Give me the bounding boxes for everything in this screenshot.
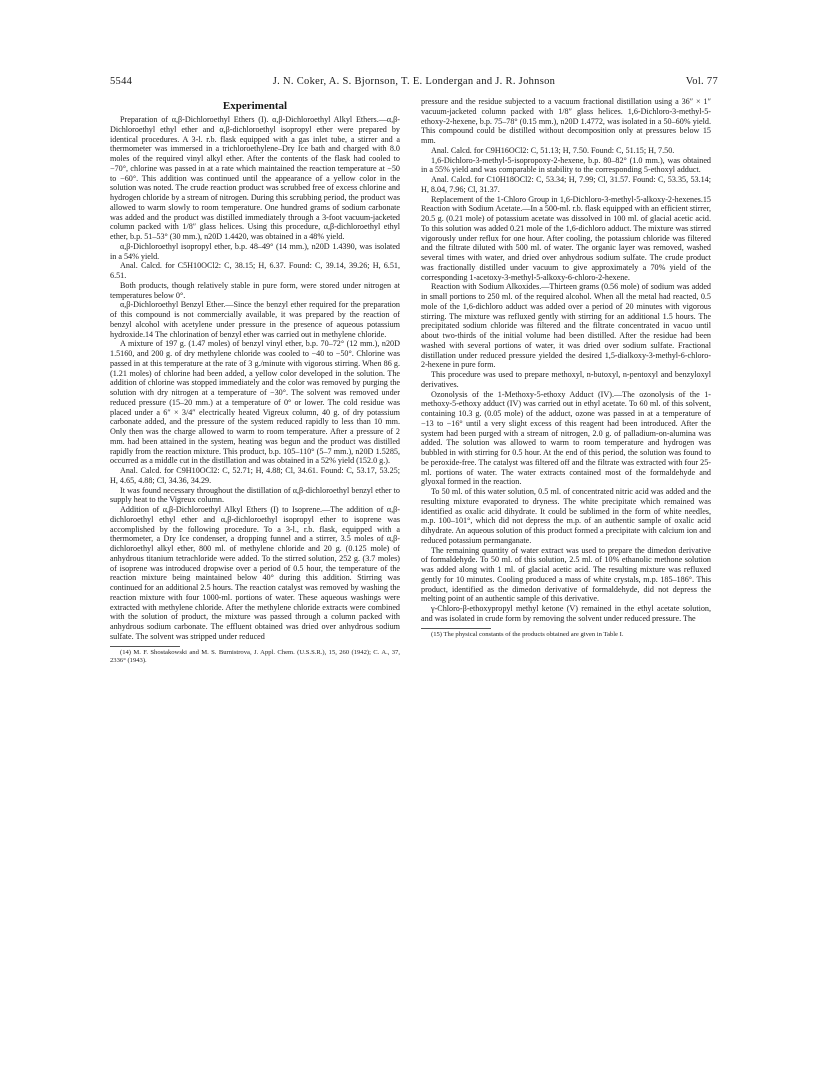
footnote-rule <box>110 646 180 647</box>
running-head <box>110 76 718 92</box>
paragraph: Addition of α,β-Dichloroethyl Alkyl Ethers (I) to Isoprene.—The addition of α,β-dichloroethyl ethyl ether and α,β-dichloroethyl isopropyl ether to isoprene was accomplished by the following procedure. To a 3-l., r.b. flask, equipped with a thermometer, a Dry Ice condenser, a dropping funnel and a stirrer, 3.5 moles of α,β-dichloroethyl alkyl ether, 800 ml. of methylene chloride and 20 g. (0.125 mole) of anhydrous titanium tetrachloride were added. To the stirred solution, 252 g. (3.7 moles) of isoprene was introduced dropwise over a period of 0.5 hour, the temperature of the reaction mixture being maintained below 40° during this addition. Stirring was continued for an additional 2.5 hours. The reaction catalyst was removed by washing the reaction mixture with four 1000-ml. portions of water. These aqueous washings were extracted with methylene chloride. After the methylene chloride extracts were combined with the solution of product, the mixture was passed through a column packed with anhydrous sodium carbonate. The effluent obtained was dried over anhydrous sodium sulfate. The solvent was stripped under reduced <box>110 505 400 641</box>
paragraph: Ozonolysis of the 1-Methoxy-5-ethoxy Adduct (IV).—The ozonolysis of the 1-methoxy-5-ethoxy adduct (IV) was carried out in ethyl acetate. To 60 ml. of this solvent, containing 10.3 g. (0.05 mole) of the adduct, ozone was passed in at a temperature of −13 to −16° until a very slight excess of this reagent had been introduced. After the system had been purged with a stream of nitrogen, 2.0 g. of palladium-on-alumina was added. The solution was allowed to warm to room temperature and hydrogen was bubbled in with stirring for 0.5 hour. At the end of this period, the solution was found to be peroxide-free. The catalyst was filtered off and the filtrate was extracted with four 25-ml. portions of water. The water extracts contained most of the formaldehyde and glyoxal formed in the reaction. <box>421 389 711 487</box>
footnote-rule <box>421 628 491 629</box>
paragraph: pressure and the residue subjected to a vacuum fractional distillation using a 36″ × 1″ vacuum-jacketed column packed with 1/8″ glass helices. 1,6-Dichloro-3-methyl-5-ethoxy-2-hexene, b.p. 75–78° (0.15 mm.), n20D 1.4772, was isolated in a 50–60% yield. This compound could be distilled without decomposition only at pressures below 15 mm. <box>421 97 711 145</box>
paragraph: Reaction with Sodium Alkoxides.—Thirteen grams (0.56 mole) of sodium was added in small portions to 250 ml. of the required alcohol. When all the metal had reacted, 0.5 mole of the 1,6-dichloro adduct was added over a period of 20 minutes with vigorous stirring. The mixture was refluxed gently with stirring for an additional 1.5 hours. The precipitated sodium chloride was filtered and the filtrate concentrated in vacuo until about two-thirds of the initial volume had been distilled. After the residue had been washed with several portions of water, it was dried over sodium sulfate. Fractional distillation under reduced pressure yielded the desired 1,5-dialkoxy-3-methyl-6-chloro-2-hexene in pure form. <box>421 282 711 370</box>
paragraph: Preparation of α,β-Dichloroethyl Ethers (I). α,β-Dichloroethyl Alkyl Ethers.—α,β-Dichloroethyl ethyl ether and α,β-dichloroethyl isopropyl ether were prepared by identical procedures. A 3-l. r.b. flask equipped with a gas inlet tube, a stirrer and a thermometer was immersed in a trichloroethylene–Dry Ice bath and charged with 8.0 moles of the required vinyl alkyl ether. After the contents of the flask had cooled to −70°, chlorine was passed in at a rate which maintained the reaction temperature at −50 to −60°. This addition was continued until the appearance of a yellow color in the solution was noted. The crude reaction product was scrubbed free of excess chlorine and hydrogen chloride by a stream of nitrogen. During this scrubbing period, the product was allowed to warm slowly to room temperature. One hundred grams of sodium carbonate was added and the product was distilled immediately through a 3-foot vacuum-jacketed column packed with 1/8″ glass helices. Using this procedure, α,β-dichloroethyl ethyl ether, b.p. 51–53° (30 mm.), n20D 1.4420, was obtained in a 48% yield. <box>110 115 400 241</box>
paragraph: γ-Chloro-β-ethoxypropyl methyl ketone (V) remained in the ethyl acetate solution, and was isolated in crude form by removing the solvent under reduced pressure. The <box>421 604 711 623</box>
analysis-paragraph: Anal. Calcd. for C5H10OCl2: C, 38.15; H, 6.37. Found: C, 39.14, 39.26; H, 6.51, 6.51. <box>110 261 400 280</box>
right-column <box>421 97 711 639</box>
section-title: Experimental <box>222 100 288 112</box>
paragraph: The remaining quantity of water extract was used to prepare the dimedon derivative of formaldehyde. To 50 ml. of this solution, 2.5 ml. of 10% ethanolic methone solution was added along with 1 ml. of glacial acetic acid. The resulting mixture was refluxed gently for 10 minutes. Cooling produced a mass of white crystals, m.p. 185–186°. This product, identified as the dimedon derivative of formaldehyde, did not depress the melting point of an authentic sample of this derivative. <box>421 545 711 604</box>
paragraph: To 50 ml. of this water solution, 0.5 ml. of concentrated nitric acid was added and the resulting mixture evaporated to dryness. The white precipitate which remained was identified as oxalic acid dihydrate. It could be sublimed in the form of white needles, m.p. 100–101°, which did not depress the m.p. of an authentic sample of oxalic acid dihydrate. An aqueous solution of this product formed a precipitate with calcium ion and reduced potassium permanganate. <box>421 487 711 545</box>
paragraph: This procedure was used to prepare methoxyl, n-butoxyl, n-pentoxyl and benzyloxyl derivatives. <box>421 370 711 389</box>
paragraph: α,β-Dichloroethyl Benzyl Ether.—Since the benzyl ether required for the preparation of this compound is not commercially available, it was prepared by the reaction of benzyl alcohol with acetylene under pressure in the presence of aqueous potassium hydroxide.14 The chlorination of benzyl ether was carried out in methylene chloride. <box>110 300 400 339</box>
paragraph: α,β-Dichloroethyl isopropyl ether, b.p. 48–49° (14 mm.), n20D 1.4390, was isolated in a 54% yield. <box>110 241 400 261</box>
analysis-paragraph: Anal. Calcd. for C9H16OCl2: C, 51.13; H, 7.50. Found: C, 51.15; H, 7.50. <box>431 145 675 155</box>
footnote: (14) M. F. Shostakowski and M. S. Burnistrova, J. Appl. Chem. (U.S.S.R.), 15, 260 (1942); C. A., 37, 2336° (1943). <box>110 648 400 664</box>
analysis-paragraph: Anal. Calcd. for C9H10OCl2: C, 52.71; H, 4.88; Cl, 34.61. Found: C, 53.17, 53.25; H, 4.65, 4.88; Cl, 34.36, 34.29. <box>110 466 400 485</box>
volume-label: Vol. 77 <box>685 76 718 87</box>
paragraph: 1,6-Dichloro-3-methyl-5-isopropoxy-2-hexene, b.p. 80–82° (1.0 mm.), was obtained in a 55% yield and was comparable in stability to the corresponding 5-ethoxyl adduct. <box>421 155 711 175</box>
footnote: (15) The physical constants of the products obtained are given in Table I. <box>431 630 624 638</box>
analysis-paragraph: Anal. Calcd. for C10H18OCl2: C, 53.34; H, 7.99; Cl, 31.57. Found: C, 53.35, 53.14; H, 8.04, 7.96; Cl, 31.37. <box>421 175 711 194</box>
paragraph: Replacement of the 1-Chloro Group in 1,6-Dichloro-3-methyl-5-alkoxy-2-hexenes.15 Reaction with Sodium Acetate.—In a 500-ml. r.b. flask equipped with an efficient stirrer, 20.5 g. (0.21 mole) of potassium acetate was dissolved in 100 ml. of glacial acetic acid. To this solution was added 0.21 mole of the 1,6-dichloro adduct. The mixture was stirred vigorously under reflux for one hour. After cooling, the potassium chloride was filtered and the filtrate diluted with 500 ml. of water. The organic layer was removed, washed several times with water, and dried over anhydrous sodium sulfate. The crude product was fractionally distilled under vacuum to give approximately a 70% yield of the corresponding 1-acetoxy-3-methyl-5-alkoxy-6-chloro-2-hexene. <box>421 194 711 282</box>
running-authors: J. N. Coker, A. S. Bjornson, T. E. Londergan and J. R. Johnson <box>272 76 556 87</box>
page-number: 5544 <box>110 76 133 87</box>
left-column <box>110 97 400 665</box>
paragraph: Both products, though relatively stable in pure form, were stored under nitrogen at temperatures below 0°. <box>110 280 400 300</box>
paragraph: It was found necessary throughout the distillation of α,β-dichloroethyl benzyl ether to supply heat to the Vigreux column. <box>110 485 400 505</box>
paragraph: A mixture of 197 g. (1.47 moles) of benzyl vinyl ether, b.p. 70–72° (12 mm.), n20D 1.5160, and 200 g. of dry methylene chloride was cooled to −40 to −50°. Chlorine was passed in at this temperature at the rate of 3 g./minute with vigorous stirring. When 86 g. (1.21 moles) of chlorine had been added, a yellow color developed in the solution. The addition of chlorine was stopped immediately and the color was removed by purging the solution with dry nitrogen at a temperature of −30°. The solvent was removed under reduced pressure (15–20 mm.) at a temperature of 0° or lower. The cold residue was placed under a 6″ × 3/4″ electrically heated Vigreux column, 40 g. of dry potassium carbonate added, and the pressure of the system reduced rapidly to less than 10 mm. Only then was the charge allowed to warm to room temperature. After a pressure of 2 mm. had been attained in the system, heating was begun and the product was distilled rapidly from the reaction mixture. This product, b.p. 105–110° (5–7 mm.), n20D 1.5285, occurred as a middle cut in the distillation and was obtained in a 52% yield (152.0 g.). <box>110 339 400 466</box>
